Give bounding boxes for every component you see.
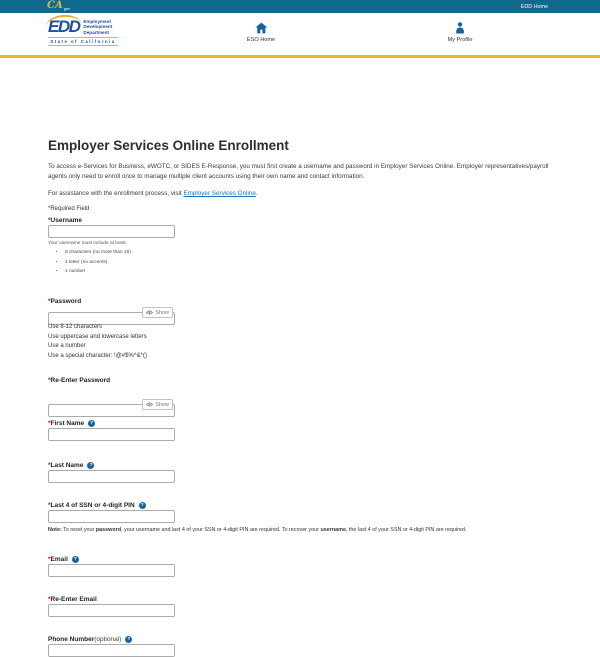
intro-paragraph: To access e-Services for Business, eWOTC, or SIDES E-Response, you must first create a username and password in Employer Services Online. Employer representatives/payroll agents only need to enroll once to manage multiple client accounts using their own name and contact information. <box>48 163 549 180</box>
edd-logo-text: EDD <box>48 17 80 36</box>
eye-icon <box>146 310 153 315</box>
password-field <box>48 306 175 319</box>
username-hint-item: • 8 characters (no more than 15) <box>65 248 131 258</box>
site-header <box>0 13 600 55</box>
password-rule: Use 8-12 characters <box>48 324 103 330</box>
username-hint-item: • 1 number <box>65 267 131 277</box>
nav-eso-home-label: ESO Home <box>246 37 276 43</box>
username-hint-item: • 1 letter (no accents) <box>65 258 131 268</box>
help-icon[interactable]: ? <box>125 636 132 643</box>
show-reenter-password-button[interactable]: Show <box>142 399 173 410</box>
nav-eso-home[interactable] <box>247 22 275 43</box>
page-title: Employer Services Online Enrollment <box>48 138 289 153</box>
assistance-paragraph: For assistance with the enrollment process, visit Employer Services Online. <box>48 190 258 197</box>
last-name-input[interactable] <box>48 470 175 483</box>
username-hint-list <box>48 248 131 277</box>
first-name-label: * First Name ? <box>48 420 95 427</box>
password-rules <box>48 323 147 361</box>
reenter-email-input[interactable] <box>48 604 175 617</box>
username-hint-title: Your username must include at least: <box>48 241 127 246</box>
reenter-email-label: * Re-Enter Email <box>48 596 97 603</box>
edd-logo-state: State of California <box>48 37 118 46</box>
show-password-button[interactable]: Show <box>142 307 173 318</box>
reenter-password-field <box>48 398 175 411</box>
required-field-note: *Required Field <box>48 206 90 212</box>
person-icon <box>455 22 466 34</box>
eye-icon <box>146 402 153 407</box>
first-name-input[interactable] <box>48 428 175 441</box>
employer-services-online-link[interactable]: Employer Services Online <box>183 190 256 197</box>
edd-home-link[interactable]: EDD Home <box>520 3 548 10</box>
edd-logo[interactable] <box>48 18 118 46</box>
help-icon[interactable]: ? <box>72 556 79 563</box>
email-label: * Email ? <box>48 556 79 563</box>
reenter-password-label: * Re-Enter Password <box>48 377 111 384</box>
ssn-pin-label: * Last 4 of SSN or 4-digit PIN ? <box>48 502 146 509</box>
ca-gov-logo-ca: CA <box>47 0 63 11</box>
main-content <box>0 58 600 643</box>
ssn-pin-input[interactable] <box>48 510 175 523</box>
nav-my-profile-label: My Profile <box>447 37 473 43</box>
help-icon[interactable]: ? <box>139 502 146 509</box>
last-name-label: * Last Name ? <box>48 462 94 469</box>
phone-label: Phone Number (optional) ? <box>48 636 132 643</box>
help-icon[interactable]: ? <box>88 420 95 427</box>
ca-gov-logo-gov: gov <box>63 5 71 11</box>
nav-my-profile[interactable] <box>448 22 473 43</box>
password-rule: Use uppercase and lowercase letters <box>48 333 147 340</box>
password-rule: Use a number <box>48 343 86 350</box>
password-label: * Password <box>48 298 82 305</box>
ca-gov-logo[interactable] <box>47 0 70 12</box>
top-bar <box>0 0 600 13</box>
edd-logo-department-lines: Employment Development Department <box>83 19 113 35</box>
ssn-pin-note: Note: To reset your password, your username and last 4 of your SSN or 4-digit PIN are required. To recover your username, the last 4 of your SSN or 4-digit PIN are required. <box>48 527 467 533</box>
phone-input[interactable] <box>48 644 175 657</box>
help-icon[interactable]: ? <box>87 462 94 469</box>
username-input[interactable] <box>48 225 175 238</box>
password-rule: Use a special character: !@#$%^&*() <box>48 352 147 359</box>
home-icon <box>254 22 267 34</box>
email-input[interactable] <box>48 564 175 577</box>
username-label: * Username <box>48 217 82 224</box>
